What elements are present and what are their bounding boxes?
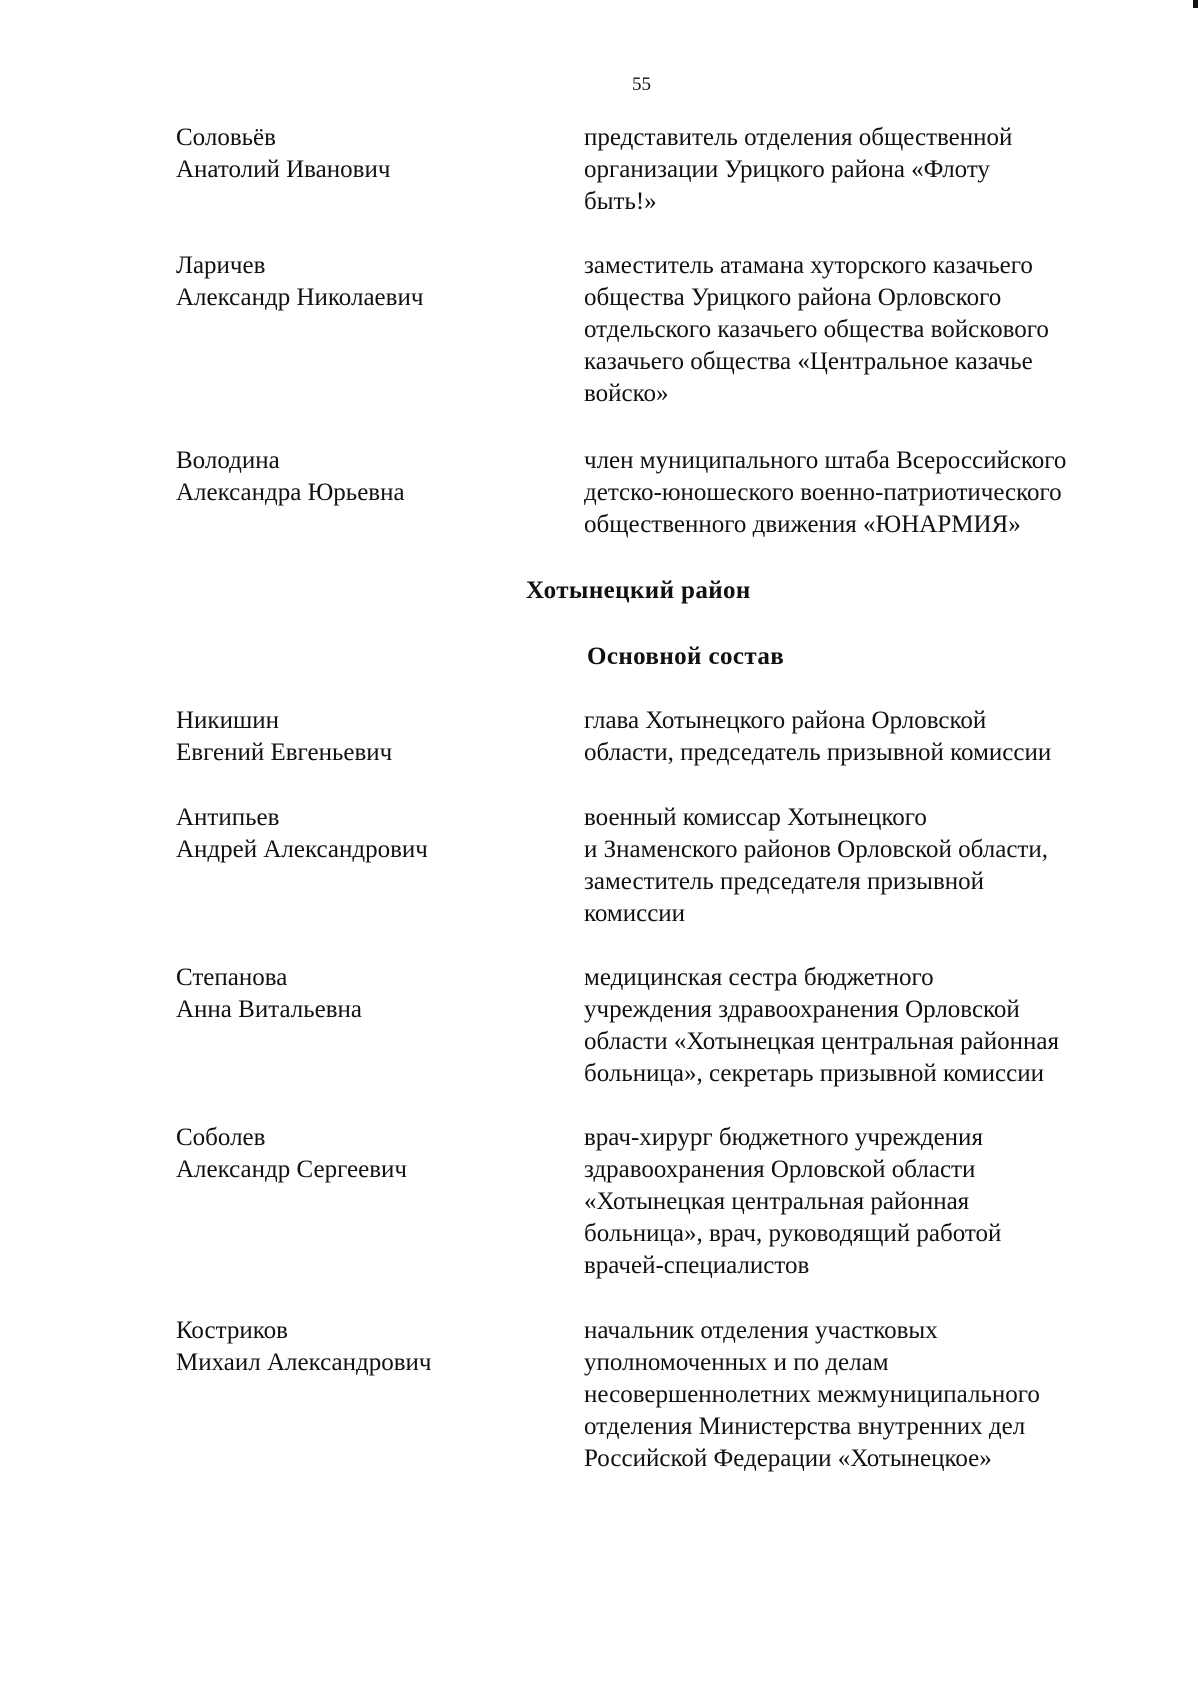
member-name	[176, 445, 556, 509]
role-line: врачей-специалистов	[584, 1252, 810, 1279]
member-given-names: Анатолий Иванович	[176, 156, 391, 183]
role-line: учреждения здравоохранения Орловской	[584, 996, 1020, 1023]
member-given-names: Андрей Александрович	[176, 836, 428, 863]
member-role	[584, 1315, 1144, 1475]
member-role	[584, 962, 1144, 1090]
member-role	[584, 802, 1144, 930]
role-line: быть!»	[584, 188, 657, 215]
role-line: заместитель атамана хуторского казачьего	[584, 252, 1033, 279]
member-name	[176, 122, 556, 186]
member-role	[584, 122, 1144, 218]
role-line: здравоохранения Орловской области	[584, 1156, 976, 1183]
member-name	[176, 962, 556, 1026]
role-line: «Хотынецкая центральная районная	[584, 1188, 970, 1215]
role-line: уполномоченных и по делам	[584, 1349, 889, 1376]
role-line: медицинская сестра бюджетного	[584, 964, 934, 991]
role-line: больница», врач, руководящий работой	[584, 1220, 1002, 1247]
member-role	[584, 445, 1144, 541]
role-line: глава Хотынецкого района Орловской	[584, 707, 987, 734]
member-given-names: Анна Витальевна	[176, 996, 363, 1023]
role-line: отдельского казачьего общества войскового	[584, 316, 1049, 343]
member-name	[176, 802, 556, 866]
district-heading: Хотынецкий район	[526, 577, 751, 604]
role-line: начальник отделения участковых	[584, 1317, 938, 1344]
member-surname: Соловьёв	[176, 124, 276, 151]
member-role	[584, 705, 1144, 769]
page-number: 55	[632, 74, 651, 95]
member-given-names: Александр Сергеевич	[176, 1156, 407, 1183]
member-given-names: Александр Николаевич	[176, 284, 424, 311]
role-line: общественного движения «ЮНАРМИЯ»	[584, 511, 1021, 538]
role-line: отделения Министерства внутренних дел	[584, 1413, 1026, 1440]
role-line: области, председатель призывной комиссии	[584, 739, 1052, 766]
member-role	[584, 250, 1144, 410]
member-given-names: Александра Юрьевна	[176, 479, 405, 506]
member-name	[176, 1122, 556, 1186]
member-name	[176, 1315, 556, 1379]
role-line: заместитель председателя призывной	[584, 868, 984, 895]
member-role	[584, 1122, 1144, 1282]
member-surname: Костриков	[176, 1317, 288, 1344]
member-surname: Володина	[176, 447, 280, 474]
role-line: области «Хотынецкая центральная районная	[584, 1028, 1059, 1055]
role-line: комиссии	[584, 900, 686, 927]
member-name	[176, 250, 556, 314]
role-line: представитель отделения общественной	[584, 124, 1013, 151]
member-given-names: Михаил Александрович	[176, 1349, 432, 1376]
role-line: казачьего общества «Центральное казачье	[584, 348, 1033, 375]
role-line: организации Урицкого района «Флоту	[584, 156, 990, 183]
member-surname: Степанова	[176, 964, 288, 991]
role-line: несовершеннолетних межмуниципального	[584, 1381, 1040, 1408]
role-line: общества Урицкого района Орловского	[584, 284, 1002, 311]
role-line: военный комиссар Хотынецкого	[584, 804, 927, 831]
role-line: Российской Федерации «Хотынецкое»	[584, 1445, 992, 1472]
role-line: больница», секретарь призывной комиссии	[584, 1060, 1045, 1087]
member-name	[176, 705, 556, 769]
role-line: врач-хирург бюджетного учреждения	[584, 1124, 983, 1151]
role-line: детско-юношеского военно-патриотического	[584, 479, 1062, 506]
role-line: войско»	[584, 380, 669, 407]
composition-heading: Основной состав	[587, 643, 785, 670]
role-line: и Знаменского районов Орловской области,	[584, 836, 1048, 863]
member-given-names: Евгений Евгеньевич	[176, 739, 393, 766]
member-surname: Соболев	[176, 1124, 266, 1151]
role-line: член муниципального штаба Всероссийского	[584, 447, 1067, 474]
member-surname: Ларичев	[176, 252, 266, 279]
member-surname: Антипьев	[176, 804, 280, 831]
scan-edge-mark	[1193, 0, 1198, 8]
member-surname: Никишин	[176, 707, 279, 734]
